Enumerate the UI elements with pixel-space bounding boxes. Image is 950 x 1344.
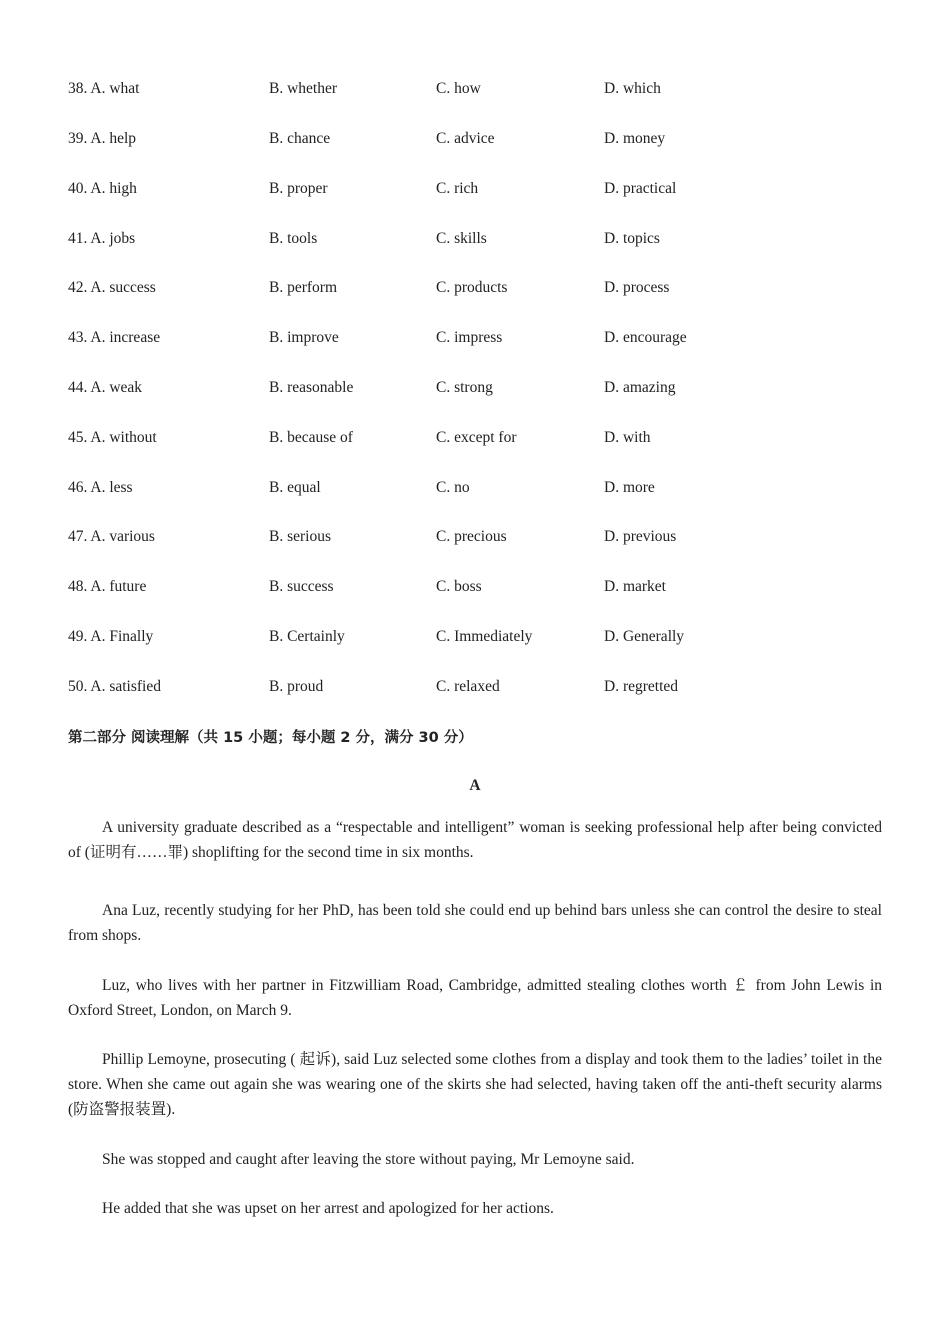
option-c: C. precious xyxy=(436,528,507,545)
option-a: 46. A. less xyxy=(68,479,133,496)
question-row-49 xyxy=(68,628,888,650)
question-row-39 xyxy=(68,130,888,152)
option-d: D. previous xyxy=(604,528,677,545)
option-c: C. relaxed xyxy=(436,678,500,695)
option-a: 47. A. various xyxy=(68,528,155,545)
option-c: C. Immediately xyxy=(436,628,533,645)
option-b: B. success xyxy=(269,578,334,595)
option-d: D. practical xyxy=(604,180,677,197)
question-row-47 xyxy=(68,528,888,550)
question-row-46 xyxy=(68,479,888,501)
section-heading: 第二部分 阅读理解（共 15 小题；每小题 2 分，满分 30 分） xyxy=(68,730,473,746)
option-d: D. Generally xyxy=(604,628,685,645)
question-row-44 xyxy=(68,379,888,401)
option-b: B. because of xyxy=(269,429,353,446)
question-row-40 xyxy=(68,180,888,202)
question-row-45 xyxy=(68,429,888,451)
paragraph: She was stopped and caught after leaving the store without paying, Mr Lemoyne said. xyxy=(102,1151,635,1168)
question-row-48 xyxy=(68,578,888,600)
option-a: 39. A. help xyxy=(68,130,137,147)
option-b: B. perform xyxy=(269,279,338,296)
option-d: D. with xyxy=(604,429,651,446)
option-b: B. reasonable xyxy=(269,379,354,396)
option-c: C. advice xyxy=(436,130,495,147)
paragraph: Phillip Lemoyne, prosecuting ( 起诉), said Luz selected some clothes from a display and took them to the ladies’ toilet in the store. When she came out again she was wearing one of the skirts she had selected, having taken off the anti-theft security alarms (防盗警报装置). xyxy=(68,1051,882,1118)
option-c: C. strong xyxy=(436,379,493,396)
option-a: 38. A. what xyxy=(68,80,140,97)
option-b: B. tools xyxy=(269,230,318,247)
option-c: C. products xyxy=(436,279,508,296)
option-c: C. rich xyxy=(436,180,479,197)
question-row-42 xyxy=(68,279,888,301)
option-a: 41. A. jobs xyxy=(68,230,136,247)
option-c: C. how xyxy=(436,80,481,97)
option-b: B. proper xyxy=(269,180,328,197)
option-a: 44. A. weak xyxy=(68,379,143,396)
option-b: B. serious xyxy=(269,528,331,545)
option-c: C. no xyxy=(436,479,470,496)
option-d: D. market xyxy=(604,578,666,595)
option-d: D. amazing xyxy=(604,379,676,396)
option-d: D. money xyxy=(604,130,666,147)
option-c: C. impress xyxy=(436,329,503,346)
option-b: B. proud xyxy=(269,678,324,695)
option-a: 42. A. success xyxy=(68,279,156,296)
option-d: D. which xyxy=(604,80,661,97)
option-c: C. boss xyxy=(436,578,482,595)
option-a: 43. A. increase xyxy=(68,329,161,346)
paragraph: Luz, who lives with her partner in Fitzwilliam Road, Cambridge, admitted stealing clothes worth ￡ from John Lewis in Oxford Street, London, on March 9. xyxy=(68,977,882,1019)
question-row-50 xyxy=(68,678,888,700)
question-row-41 xyxy=(68,230,888,252)
option-b: B. whether xyxy=(269,80,338,97)
option-d: D. encourage xyxy=(604,329,687,346)
paragraph: A university graduate described as a “respectable and intelligent” woman is seeking professional help after being convicted of (证明有……罪) shoplifting for the second time in six months. xyxy=(68,819,882,861)
option-b: B. chance xyxy=(269,130,331,147)
question-row-38 xyxy=(68,80,888,102)
option-a: 50. A. satisfied xyxy=(68,678,161,695)
paragraph: He added that she was upset on her arrest and apologized for her actions. xyxy=(102,1200,554,1217)
paragraph: Ana Luz, recently studying for her PhD, has been told she could end up behind bars unless she can control the desire to steal from shops. xyxy=(68,902,882,944)
option-d: D. process xyxy=(604,279,670,296)
option-b: B. improve xyxy=(269,329,339,346)
option-c: C. except for xyxy=(436,429,517,446)
option-d: D. topics xyxy=(604,230,660,247)
option-b: B. equal xyxy=(269,479,321,496)
question-row-43 xyxy=(68,329,888,351)
option-a: 45. A. without xyxy=(68,429,157,446)
option-a: 48. A. future xyxy=(68,578,147,595)
option-c: C. skills xyxy=(436,230,487,247)
option-b: B. Certainly xyxy=(269,628,345,645)
option-d: D. more xyxy=(604,479,655,496)
option-a: 49. A. Finally xyxy=(68,628,154,645)
option-d: D. regretted xyxy=(604,678,679,695)
option-a: 40. A. high xyxy=(68,180,137,197)
passage-title: A xyxy=(469,777,481,794)
